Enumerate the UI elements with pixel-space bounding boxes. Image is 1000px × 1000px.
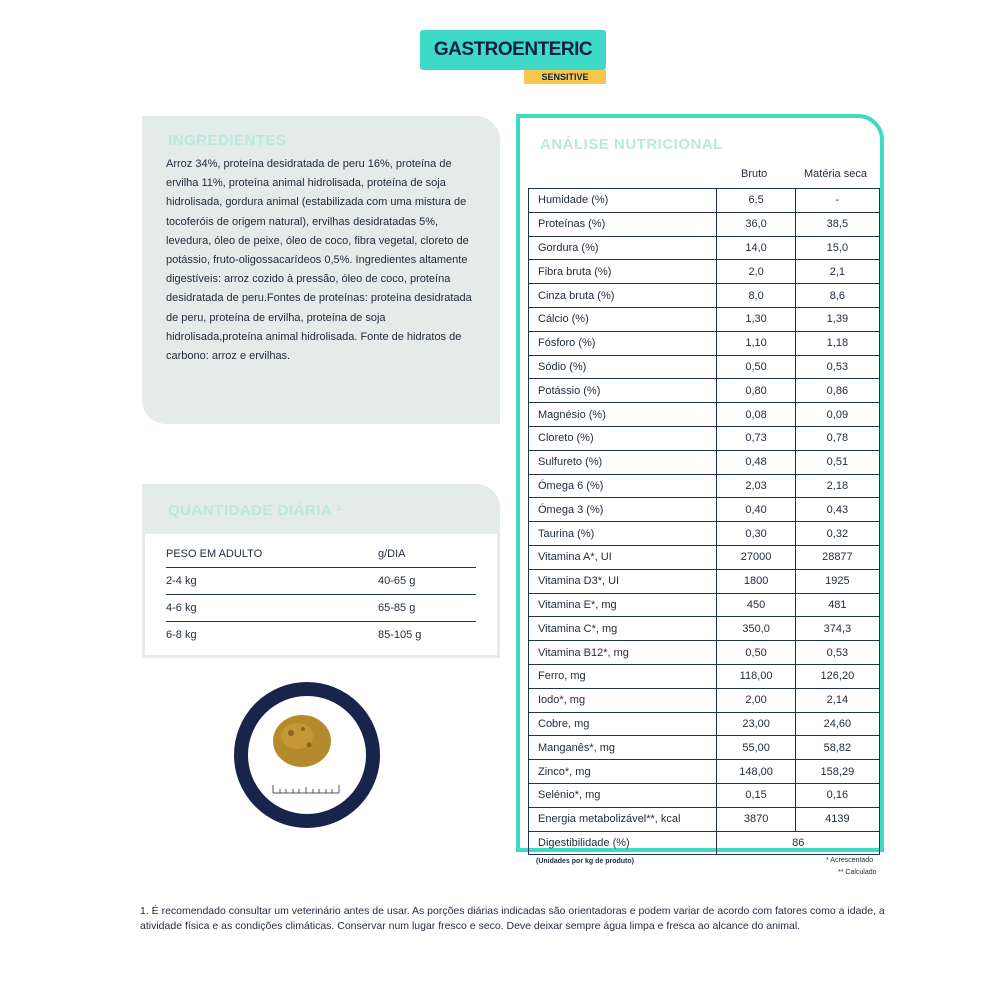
dry-matter-value: 28877	[795, 545, 879, 569]
table-row	[529, 569, 880, 593]
dry-matter-value: 4139	[795, 807, 879, 831]
weight-cell: 2-4 kg	[166, 575, 197, 587]
calculated-note: ** Calculado	[838, 869, 877, 876]
dry-matter-value: 58,82	[795, 736, 879, 760]
nutrient-label: Proteínas (%)	[529, 212, 717, 236]
nutrition-grid	[528, 162, 880, 855]
dry-matter-column-header: Matéria seca	[804, 168, 867, 180]
raw-value: 6,5	[717, 189, 795, 213]
table-row	[529, 807, 880, 831]
raw-value: 118,00	[717, 664, 795, 688]
table-row	[529, 212, 880, 236]
dry-matter-value: 38,5	[795, 212, 879, 236]
nutrient-label: Ómega 6 (%)	[529, 474, 717, 498]
divider	[142, 534, 145, 658]
raw-value: 55,00	[717, 736, 795, 760]
raw-value: 0,80	[717, 379, 795, 403]
nutrient-label: Fibra bruta (%)	[529, 260, 717, 284]
table-row	[529, 260, 880, 284]
divider	[497, 534, 500, 658]
dry-matter-value: 2,1	[795, 260, 879, 284]
raw-value: 350,0	[717, 617, 795, 641]
table-row	[166, 570, 476, 595]
table-row	[166, 624, 476, 648]
table-row	[529, 522, 880, 546]
nutrient-label: Digestibilidade (%)	[529, 831, 717, 855]
raw-value: 0,08	[717, 403, 795, 427]
digestibility-value: 86	[717, 831, 880, 855]
ingredients-card	[142, 116, 500, 424]
brand-subtitle: SENSITIVE	[524, 70, 606, 84]
dry-matter-value: 0,53	[795, 641, 879, 665]
table-row	[529, 593, 880, 617]
table-row	[529, 331, 880, 355]
brand-title: GASTROENTERIC	[433, 39, 593, 60]
raw-value: 1800	[717, 569, 795, 593]
nutrient-label: Cobre, mg	[529, 712, 717, 736]
nutrient-label: Ferro, mg	[529, 664, 717, 688]
weight-column-header: PESO EM ADULTO	[166, 548, 263, 560]
table-row	[166, 597, 476, 622]
ingredients-text: Arroz 34%, proteína desidratada de peru 16%, proteína de ervilha 11%, proteína animal hidrolisada, proteína de soja hidrolisada, gordura animal (estabilizada com uma mistura de tocoferóis de origem natural), ervilhas desidratadas 5%, levedura, óleo de peixe, óleo de coco, fibra vegetal, cloreto de potássio, fruto-oligossacarídeos 0,5%. Ingredientes altamente digestíveis: arroz cozido à pressão, óleo de coco, proteína desidratada de peru.Fontes de proteínas: proteína desidratada de peru, proteína de ervilha, proteína de soja hidrolisada,proteína animal hidrolisada. Fonte de hidratos de carbono: arroz e ervilhas.	[166, 158, 472, 363]
dry-matter-value: 0,43	[795, 498, 879, 522]
daily-header-row	[166, 543, 476, 568]
dry-matter-value: 2,14	[795, 688, 879, 712]
daily-quantity-header	[142, 484, 500, 534]
dry-matter-value: 1925	[795, 569, 879, 593]
weight-cell: 6-8 kg	[166, 629, 197, 641]
raw-value: 36,0	[717, 212, 795, 236]
dry-matter-value: -	[795, 189, 879, 213]
table-row	[529, 736, 880, 760]
kibble-illustration	[233, 681, 381, 829]
dry-matter-value: 1,39	[795, 307, 879, 331]
dry-matter-value: 0,86	[795, 379, 879, 403]
raw-value: 0,50	[717, 641, 795, 665]
table-row	[529, 664, 880, 688]
dry-matter-value: 0,16	[795, 783, 879, 807]
nutrient-label: Vitamina A*, UI	[529, 545, 717, 569]
table-row	[529, 760, 880, 784]
dry-matter-value: 2,18	[795, 474, 879, 498]
raw-value: 2,00	[717, 688, 795, 712]
nutrient-label: Taurina (%)	[529, 522, 717, 546]
nutrition-header-row	[528, 162, 880, 188]
nutrient-label: Vitamina C*, mg	[529, 617, 717, 641]
nutrient-label: Energia metabolizável**, kcal	[529, 807, 717, 831]
raw-value: 0,40	[717, 498, 795, 522]
dry-matter-value: 8,6	[795, 284, 879, 308]
dry-matter-value: 0,53	[795, 355, 879, 379]
ingredients-title: INGREDIENTES	[168, 132, 287, 149]
table-row	[529, 236, 880, 260]
nutrient-label: Vitamina B12*, mg	[529, 641, 717, 665]
table-row	[529, 403, 880, 427]
raw-value: 0,48	[717, 450, 795, 474]
table-row	[529, 284, 880, 308]
nutrient-label: Selénio*, mg	[529, 783, 717, 807]
table-row	[529, 498, 880, 522]
grams-cell: 40-65 g	[378, 575, 416, 587]
table-row	[529, 189, 880, 213]
nutrient-label: Cinza bruta (%)	[529, 284, 717, 308]
raw-value: 14,0	[717, 236, 795, 260]
daily-quantity-title: QUANTIDADE DIÁRIA ¹	[168, 502, 342, 519]
grams-column-header: g/DIA	[378, 548, 406, 560]
raw-value: 3870	[717, 807, 795, 831]
units-note: (Unidades por kg de produto)	[536, 858, 634, 865]
raw-value: 27000	[717, 545, 795, 569]
nutrient-label: Fósforo (%)	[529, 331, 717, 355]
nutrient-label: Ómega 3 (%)	[529, 498, 717, 522]
table-row	[529, 474, 880, 498]
nutrient-label: Humidade (%)	[529, 189, 717, 213]
table-row	[529, 379, 880, 403]
raw-value: 148,00	[717, 760, 795, 784]
daily-quantity-table	[142, 534, 500, 658]
nutrient-label: Vitamina E*, mg	[529, 593, 717, 617]
table-row	[529, 545, 880, 569]
table-row	[529, 712, 880, 736]
raw-value: 2,0	[717, 260, 795, 284]
nutrient-label: Cloreto (%)	[529, 426, 717, 450]
nutrition-table	[528, 188, 880, 855]
nutrient-label: Cálcio (%)	[529, 307, 717, 331]
table-row	[529, 688, 880, 712]
dry-matter-value: 0,09	[795, 403, 879, 427]
nutrient-label: Sódio (%)	[529, 355, 717, 379]
raw-value: 1,10	[717, 331, 795, 355]
footnote: 1. É recomendado consultar um veterinário antes de usar. As porções diárias indicadas são orientadoras e podem variar de acordo com fatores como a idade, a atividade física e as condições climáticas. Conservar num lugar fresco e seco. Deve deixar sempre água limpa e fresca ao alcance do animal.	[140, 905, 885, 932]
table-row	[529, 617, 880, 641]
raw-value: 0,30	[717, 522, 795, 546]
dry-matter-value: 126,20	[795, 664, 879, 688]
grams-cell: 85-105 g	[378, 629, 422, 641]
dry-matter-value: 15,0	[795, 236, 879, 260]
table-row	[529, 641, 880, 665]
dry-matter-value: 0,32	[795, 522, 879, 546]
brand-logo	[420, 30, 606, 84]
nutrient-label: Magnésio (%)	[529, 403, 717, 427]
dry-matter-value: 0,78	[795, 426, 879, 450]
dry-matter-value: 374,3	[795, 617, 879, 641]
nutrient-label: Manganês*, mg	[529, 736, 717, 760]
table-row	[529, 426, 880, 450]
grams-cell: 65-85 g	[378, 602, 416, 614]
raw-value: 1,30	[717, 307, 795, 331]
nutrient-label: Zinco*, mg	[529, 760, 717, 784]
table-row	[529, 355, 880, 379]
nutrient-label: Iodo*, mg	[529, 688, 717, 712]
raw-value: 450	[717, 593, 795, 617]
raw-value: 8,0	[717, 284, 795, 308]
nutrient-label: Gordura (%)	[529, 236, 717, 260]
raw-value: 0,73	[717, 426, 795, 450]
nutrition-panel	[516, 114, 884, 852]
table-row	[529, 783, 880, 807]
table-row	[529, 831, 880, 855]
table-row	[529, 307, 880, 331]
dry-matter-value: 1,18	[795, 331, 879, 355]
added-note: * Acrescentado	[826, 857, 874, 864]
raw-value: 0,15	[717, 783, 795, 807]
raw-value: 23,00	[717, 712, 795, 736]
dry-matter-value: 24,60	[795, 712, 879, 736]
nutrition-title: ANÁLISE NUTRICIONAL	[540, 136, 723, 153]
table-row	[529, 450, 880, 474]
nutrient-label: Sulfureto (%)	[529, 450, 717, 474]
weight-cell: 4-6 kg	[166, 602, 197, 614]
raw-value: 0,50	[717, 355, 795, 379]
raw-column-header: Bruto	[741, 168, 768, 180]
brand-title-box	[420, 30, 606, 70]
raw-value: 2,03	[717, 474, 795, 498]
dry-matter-value: 0,51	[795, 450, 879, 474]
nutrient-label: Vitamina D3*, UI	[529, 569, 717, 593]
nutrient-label: Potássio (%)	[529, 379, 717, 403]
dry-matter-value: 158,29	[795, 760, 879, 784]
divider	[142, 655, 500, 658]
dry-matter-value: 481	[795, 593, 879, 617]
